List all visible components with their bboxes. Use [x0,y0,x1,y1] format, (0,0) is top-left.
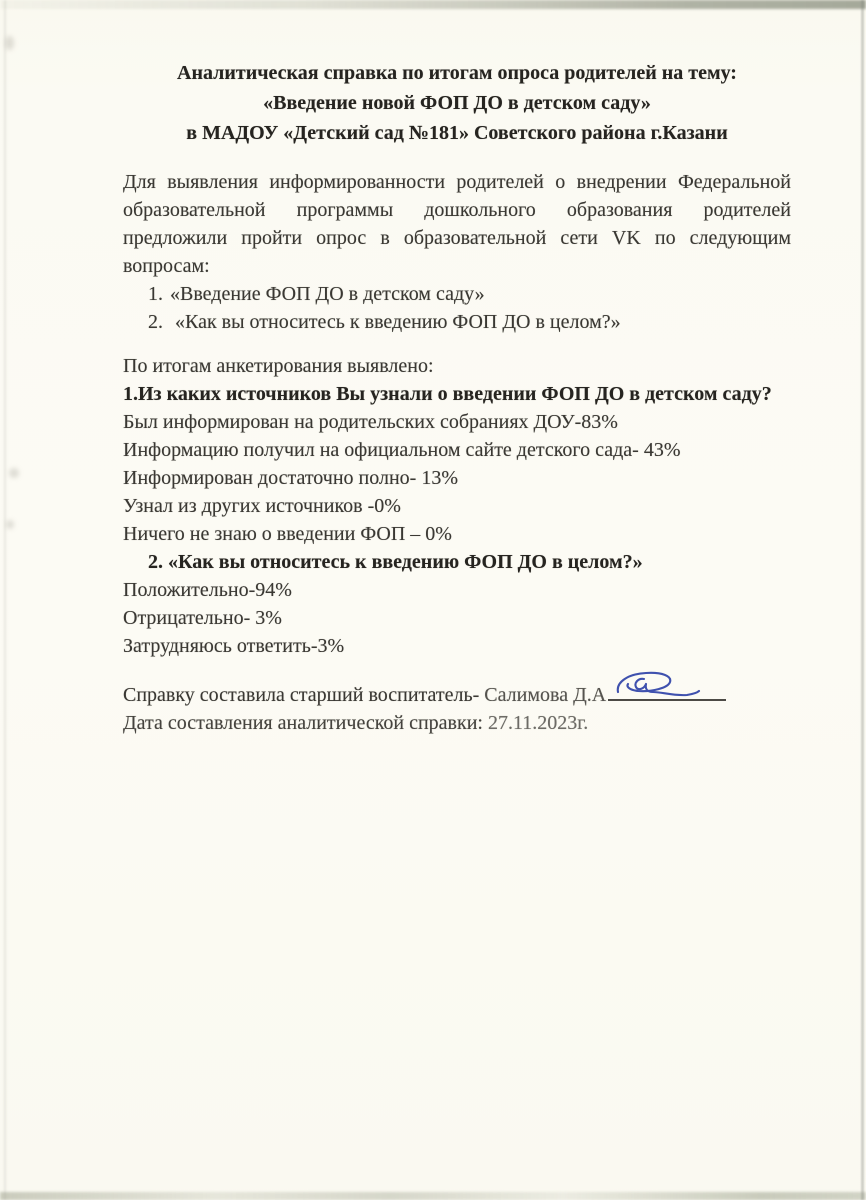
intro-line: предложили пройти опрос в образовательной сети VK по следующим [123,227,791,249]
signature-ink-icon [604,666,730,708]
results-intro: По итогам анкетирования выявлено: [123,355,434,377]
intro-line: вопросам: [123,255,210,277]
document-title [123,58,791,148]
q2-answer-line: Отрицательно- 3% [123,607,282,629]
date-line [123,709,791,737]
q1-answer-line: Был информирован на родительских собраниях ДОУ-83% [123,411,618,433]
scan-edge-left [4,0,6,1200]
title-line-2: «Введение новой ФОП ДО в детском саду» [263,92,651,114]
date-label: Дата составления аналитической справки: [123,712,488,734]
question-2-heading: 2. «Как вы относитесь к введению ФОП ДО в целом?» [148,551,643,573]
document-footer [123,675,791,737]
list-text: «Как вы относитесь к введению ФОП ДО в целом?» [175,311,621,333]
intro-line: Для выявления информированности родителей о внедрении Федеральной [123,171,791,193]
author-name: Салимова Д.А [484,684,607,706]
q2-answer-line: Положительно-94% [123,579,292,601]
date-value: 27.11.2023г. [487,712,589,734]
q1-answer-line: Ничего не знаю о введении ФОП – 0% [123,523,452,545]
composed-by-line [123,675,791,709]
document-content [123,0,791,737]
q1-answer-line: Информирован достаточно полно- 13% [123,467,458,489]
q1-answer-line: Информацию получил на официальном сайте детского сада- 43% [123,439,681,461]
survey-question-list [123,280,791,336]
intro-line: образовательной программы дошкольного образования родителей [123,199,791,221]
signature-line [608,675,726,701]
composed-by-text: Справку составила старший воспитатель- [123,684,485,706]
list-number: 2. [148,311,163,333]
list-text: «Введение ФОП ДО в детском саду» [170,283,485,305]
scan-smudge [5,36,14,50]
survey-question-item [123,308,791,336]
survey-question-item [123,280,791,308]
question-1-heading: 1.Из каких источников Вы узнали о введении ФОП ДО в детском саду? [123,383,772,405]
scan-smudge [6,520,14,529]
title-line-3: в МАДОУ «Детский сад №181» Советского района г.Казани [186,122,728,144]
list-number: 1. [148,283,163,305]
scan-smudge [9,468,19,478]
q1-answer-line: Узнал из других источников -0% [123,495,401,517]
intro-paragraph [123,168,791,280]
title-line-1: Аналитическая справка по итогам опроса родителей на тему: [177,62,737,84]
scan-edge-right [861,0,864,1200]
q2-answer-line: Затрудняюсь ответить-3% [123,635,345,657]
scan-edge-bottom [0,1192,866,1200]
